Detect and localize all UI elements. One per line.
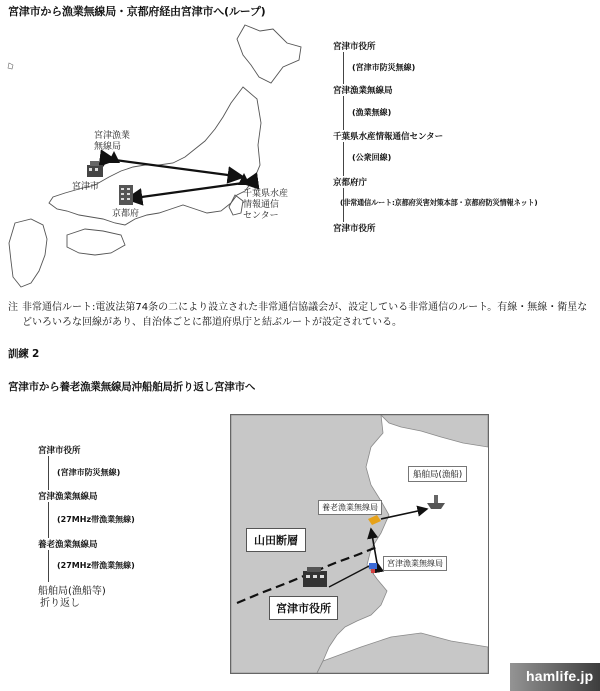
fault-label: 山田断層 (254, 534, 298, 547)
kyoto-building-icon (119, 185, 133, 205)
flow2-via: (宮津市防災無線) (57, 468, 121, 477)
yoro-label-box (318, 500, 382, 515)
flow2-via: (27MHz帯漁業無線) (57, 561, 135, 570)
city-hall-label: 宮津市役所 (276, 602, 331, 615)
island-outline (8, 63, 13, 69)
local-map-frame (230, 414, 489, 674)
flow1-via: (漁業無線) (352, 108, 392, 117)
land-peninsula-ne (381, 415, 488, 447)
shikoku-outline (67, 229, 125, 255)
kyoto-label: 京都府 (112, 209, 140, 219)
flow1-node: 千葉県水産情報通信センター (333, 132, 444, 142)
training-2-label: 訓練 2 (8, 348, 40, 360)
japan-map (5, 25, 305, 300)
flow1-node: 宮津漁業無線局 (333, 86, 393, 96)
section2-title: 宮津市から養老漁業無線局沖船舶局折り返し宮津市へ (8, 381, 256, 393)
miyazu-label: 宮津市 (72, 182, 100, 192)
flow2-end-line1: 船舶局(漁船等) (38, 582, 106, 597)
note-text: 非常通信ルート:電波法第74条の二により設立された非常通信協議会が、設定している非常通信のルート。有線・無線・衛星などいろいろな回線があり、自治体ごとに都道府県庁と結ぶルートが設定されている。 (22, 302, 588, 328)
miyazu-fishery-label: 宮津漁業無線局 (387, 559, 443, 568)
flow2-node: 宮津市役所 (38, 446, 81, 456)
section1-title: 宮津市から漁業無線局・京都府経由宮津市へ(ループ) (8, 5, 266, 18)
chiba-label-line1: 千葉県水産 (243, 189, 289, 199)
flow2-connector (48, 455, 49, 582)
fishery-station-label-line1: 宮津漁業 (94, 131, 131, 141)
kyushu-outline (9, 219, 47, 287)
ship-label-box (408, 466, 467, 482)
ship-label: 船舶局(漁船) (413, 470, 463, 480)
flow1-node: 京都府庁 (333, 178, 368, 188)
chiba-marker (238, 173, 250, 185)
kanto-peninsula (229, 195, 243, 215)
hamlife-watermark (510, 663, 600, 691)
flow2-via: (27MHz帯漁業無線) (57, 515, 135, 524)
route-arrow-chiba-to-kyoto (127, 183, 243, 199)
miyazu-fishery-label-box (383, 556, 447, 571)
fault-label-box (246, 528, 306, 552)
flow1-node: 宮津市役所 (333, 42, 376, 52)
miyazu-city-hall-icon (87, 161, 103, 177)
note-prefix: 注 (8, 302, 18, 313)
flow1-via: (非常通信ルート:京都府災害対策本部・京都府防災情報ネット) (340, 198, 538, 207)
chiba-label-line2: 情報通信 (243, 200, 280, 210)
route-arrow-fishery-to-chiba (115, 160, 243, 177)
watermark-text: hamlife.jp (526, 668, 594, 684)
flow1-via: (宮津市防災無線) (352, 63, 416, 72)
flow2-node: 養老漁業無線局 (38, 540, 98, 550)
flow1-node: 宮津市役所 (333, 224, 376, 234)
hokkaido-outline (237, 25, 301, 83)
flow2-node: 宮津漁業無線局 (38, 492, 98, 502)
fishery-station-marker (108, 151, 120, 163)
ship-icon (427, 495, 445, 509)
fishery-station-label-line2: 無線局 (94, 142, 122, 152)
land-south (317, 633, 488, 673)
city-hall-label-box (269, 596, 338, 620)
honshu-outline (49, 87, 261, 225)
flow2-end-line2: 折り返し (40, 598, 80, 609)
chiba-label-line3: センター (243, 211, 279, 221)
flow1-via: (公衆回線) (352, 153, 392, 162)
yoro-label: 養老漁業無線局 (322, 503, 378, 512)
